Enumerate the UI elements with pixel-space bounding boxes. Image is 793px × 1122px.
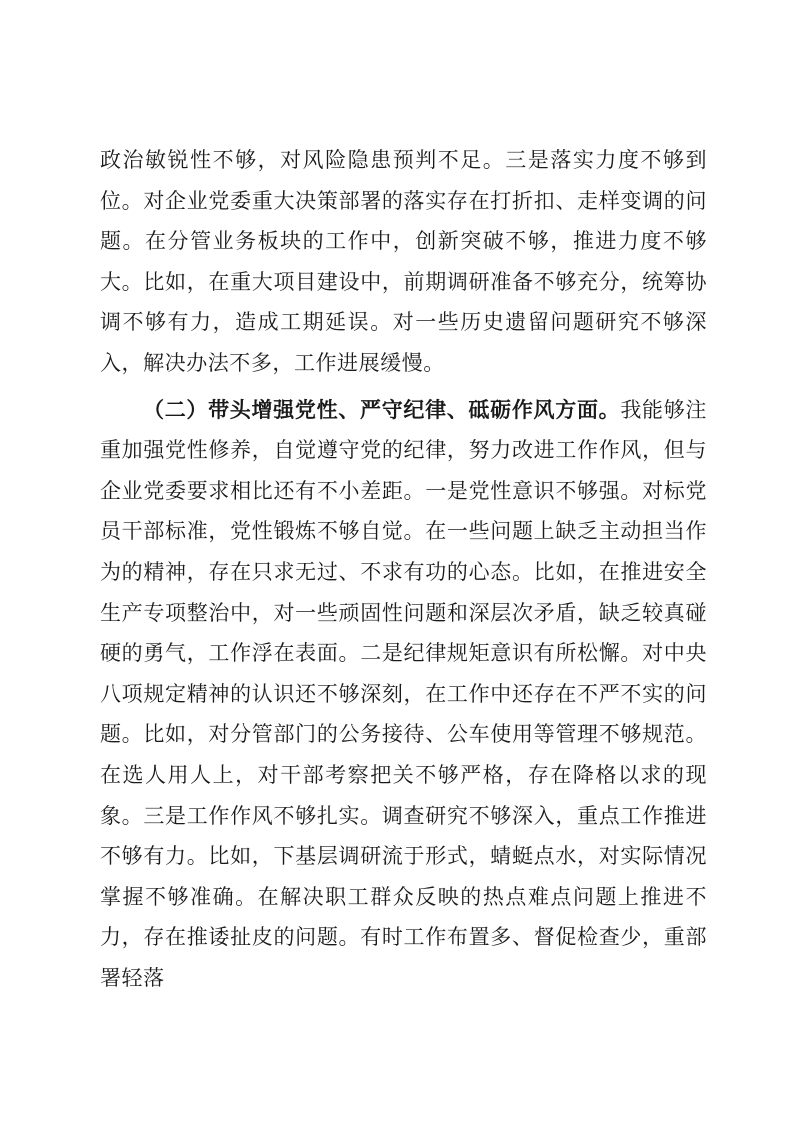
section-two-body-text: 我能够注重加强党性修养，自觉遵守党的纪律，努力改进工作作风，但与企业党委要求相比还有不小差距。一是党性意识不够强。对标党员干部标准，党性锻炼不够自觉。在一些问题上缺乏主动担当作为的精神，存在只求无过、不求有功的心态。比如，在推进安全生产专项整治中，对一些顽固性问题和深层次矛盾，缺乏较真碰硬的勇气，工作浮在表面。二是纪律规矩意识有所松懈。对中央八项规定精神的认识还不够深刻，在工作中还存在不严不实的问题。比如，对分管部门的公务接待、公车使用等管理不够规范。在选人用人上，对干部考察把关不够严格，存在降格以求的现象。三是工作作风不够扎实。调查研究不够深入，重点工作推进不够有力。比如，下基层调研流于形式，蜻蜓点水，对实际情况掌握不够准确。在解决职工群众反映的热点难点问题上推进不力，存在推诿扯皮的问题。有时工作布置多、督促检查少，重部署轻落: [100, 397, 707, 990]
section-two-heading: （二）带头增强党性、严守纪律、砥砺作风方面。: [143, 397, 621, 422]
paragraph-section-two: [100, 390, 707, 999]
document-body: [100, 140, 707, 998]
paragraph-continuation-text: 政治敏锐性不够，对风险隐患预判不足。三是落实力度不够到位。对企业党委重大决策部署的落实存在打折扣、走样变调的问题。在分管业务板块的工作中，创新突破不够，推进力度不够大。比如，在重大项目建设中，前期调研准备不够充分，统筹协调不够有力，造成工期延误。对一些历史遗留问题研究不够深入，解决办法不多，工作进展缓慢。: [100, 148, 707, 375]
paragraph-continuation: [100, 140, 707, 384]
